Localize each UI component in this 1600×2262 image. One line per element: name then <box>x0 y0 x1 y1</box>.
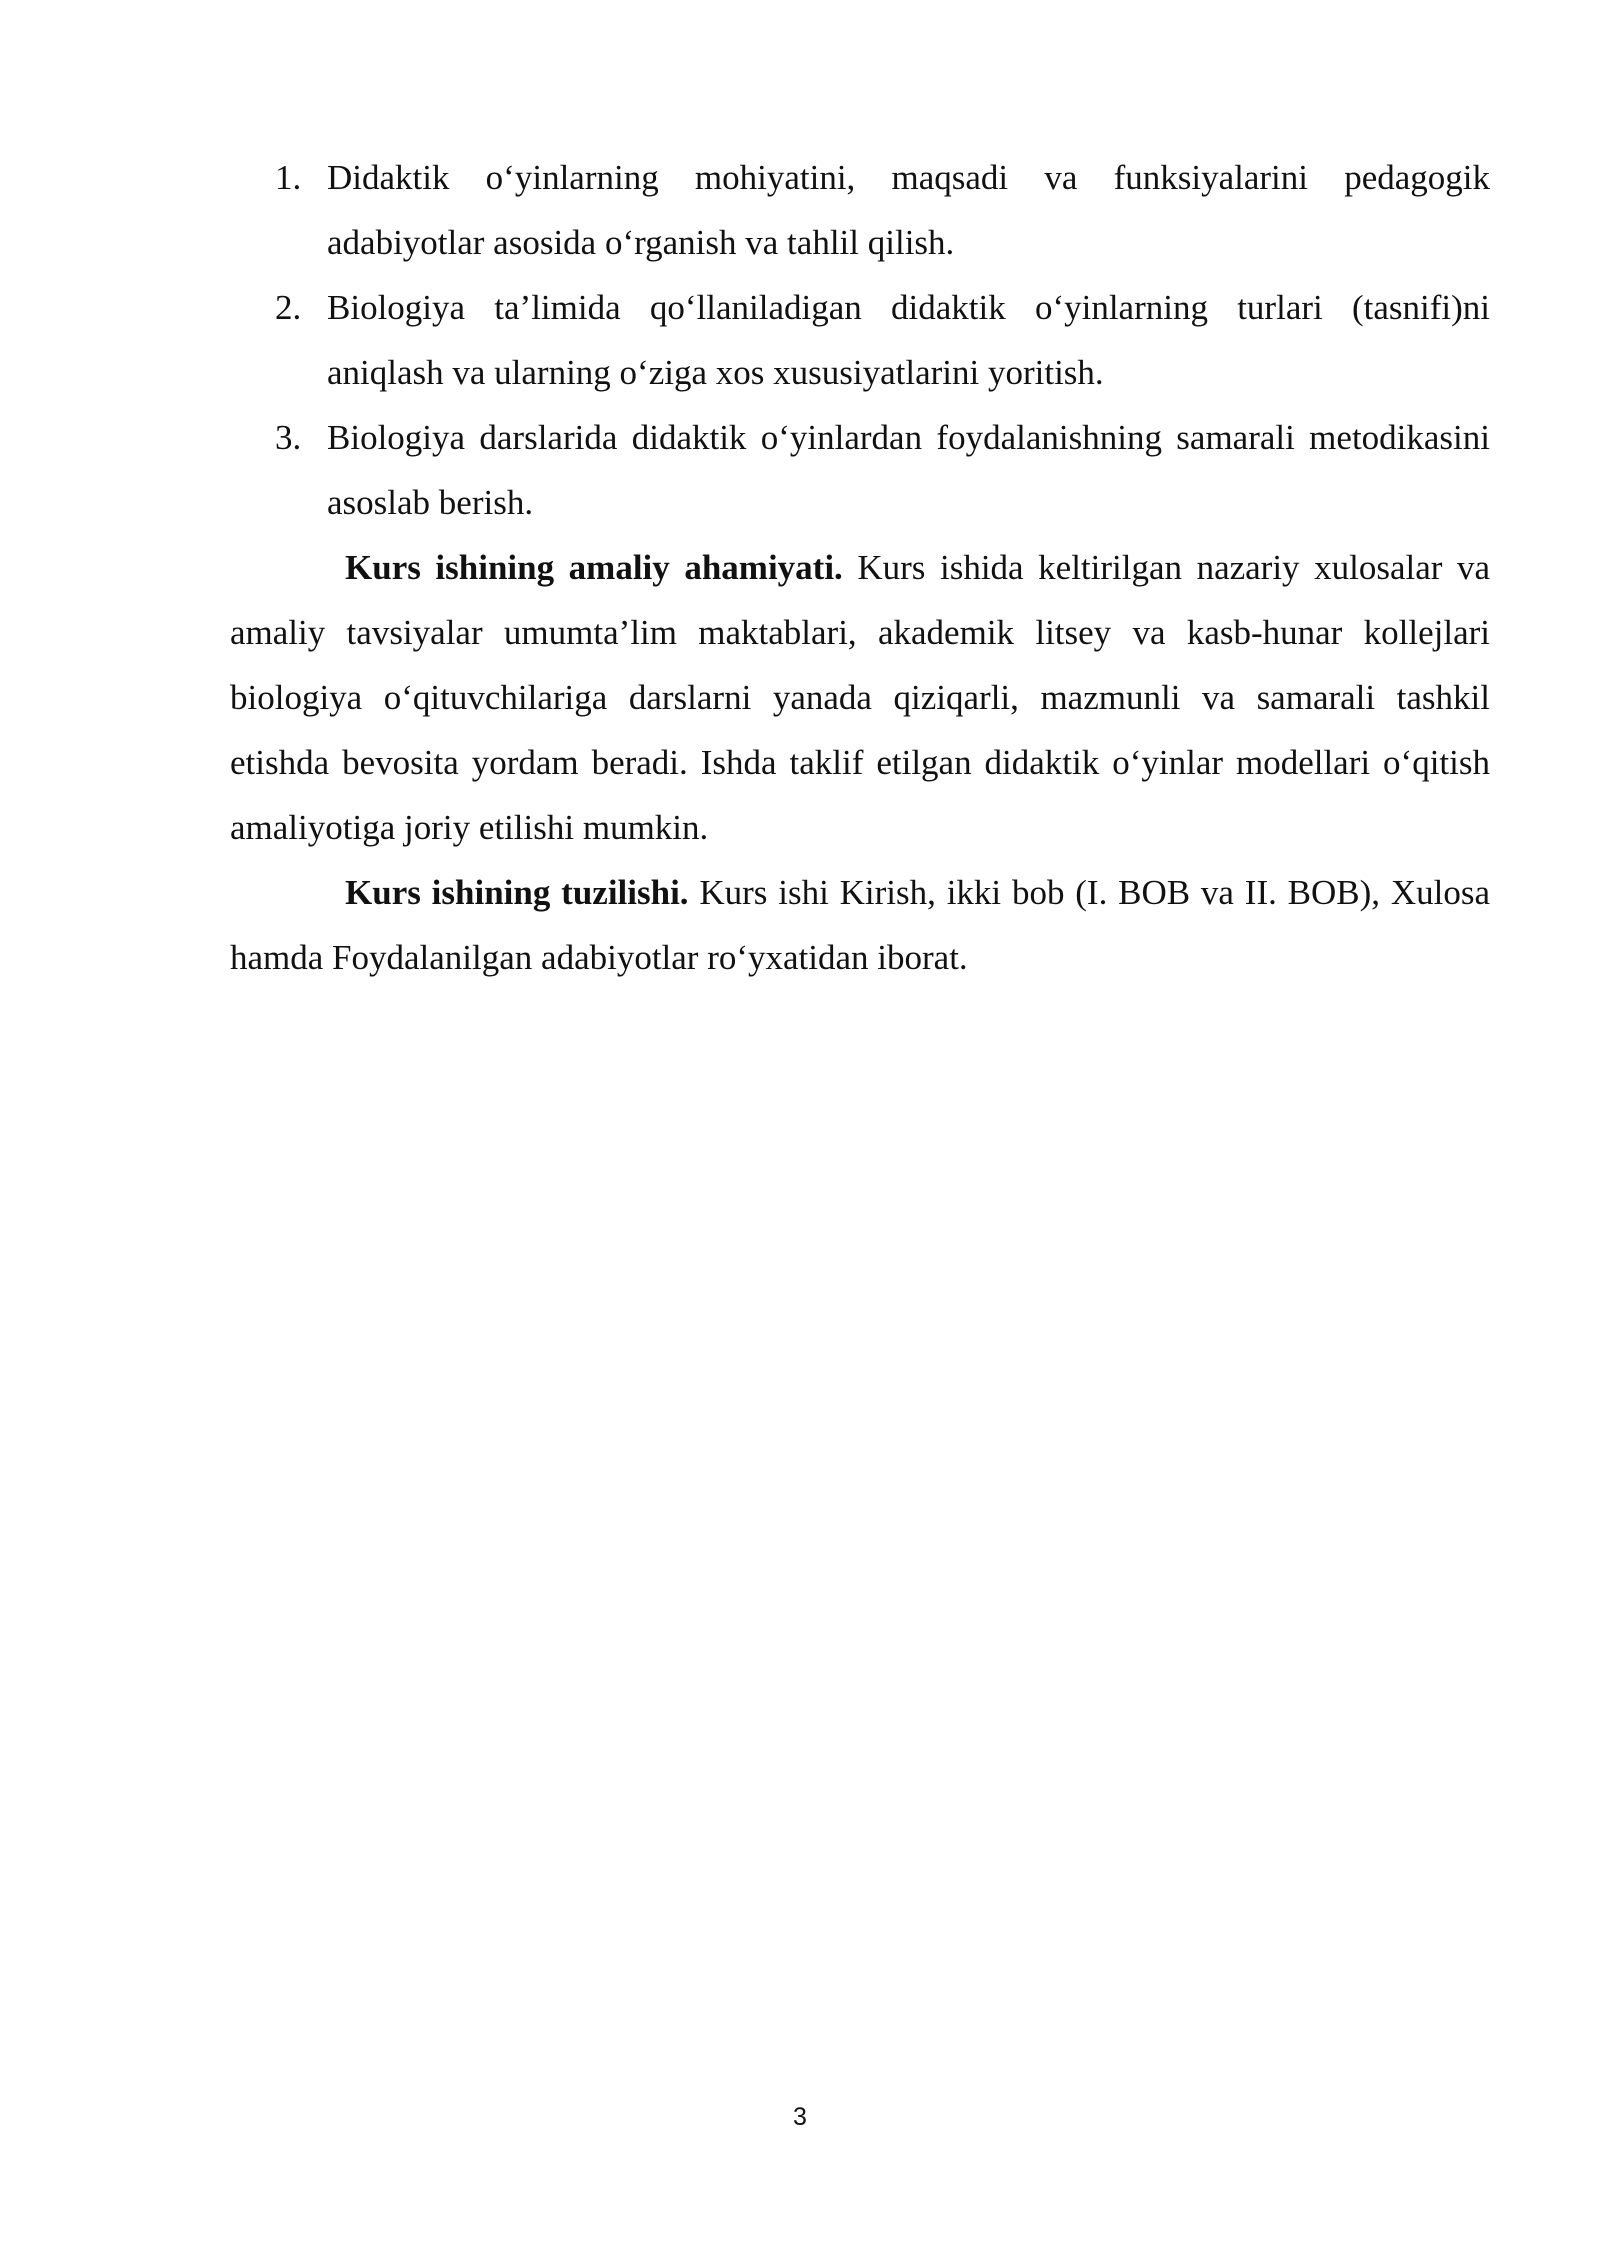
list-item-number: 3. <box>275 418 302 457</box>
practical-significance-text: Kurs ishida keltirilgan nazariy xulosalar va amaliy tavsiyalar umumta’lim maktablari, akademik litsey va kasb-hunar kollejlari biologiya o‘qituvchilariga darslarni yanada qiziqarli, mazmunli va samarali tashkil etishda bevosita yordam beradi. Ishda taklif etilgan didaktik o‘yinlar modellari o‘qitish amaliyotiga joriy etilishi mumkin. <box>230 548 1490 847</box>
page-number: 3 <box>793 2103 807 2131</box>
list-item-number: 1. <box>275 158 302 197</box>
structure-heading: Kurs ishining tuzilishi. <box>345 873 689 912</box>
list-item <box>230 405 1490 535</box>
structure-paragraph <box>230 860 1490 990</box>
list-item-text: Biologiya darslarida didaktik o‘yinlardan foydalanishning samarali metodikasini asoslab berish. <box>327 418 1490 522</box>
list-item <box>230 145 1490 275</box>
list-item-text: Didaktik o‘yinlarning mohiyatini, maqsadi va funksiyalarini pedagogik adabiyotlar asosida o‘rganish va tahlil qilish. <box>327 158 1490 262</box>
list-item <box>230 275 1490 405</box>
page-content <box>230 145 1490 990</box>
structure-text: Kurs ishi Kirish, ikki bob (I. BOB va II. BOB), Xulosa hamda Foydalanilgan adabiyotlar ro‘yxatidan iborat. <box>230 873 1491 977</box>
list-item-text: Biologiya ta’limida qo‘llaniladigan didaktik o‘yinlarning turlari (tasnifi)ni aniqlash va ularning o‘ziga xos xususiyatlarini yoritish. <box>327 288 1490 392</box>
list-item-number: 2. <box>275 288 302 327</box>
practical-significance-paragraph <box>230 535 1490 860</box>
practical-significance-heading: Kurs ishining amaliy ahamiyati. <box>345 548 843 587</box>
objectives-list <box>230 145 1490 535</box>
